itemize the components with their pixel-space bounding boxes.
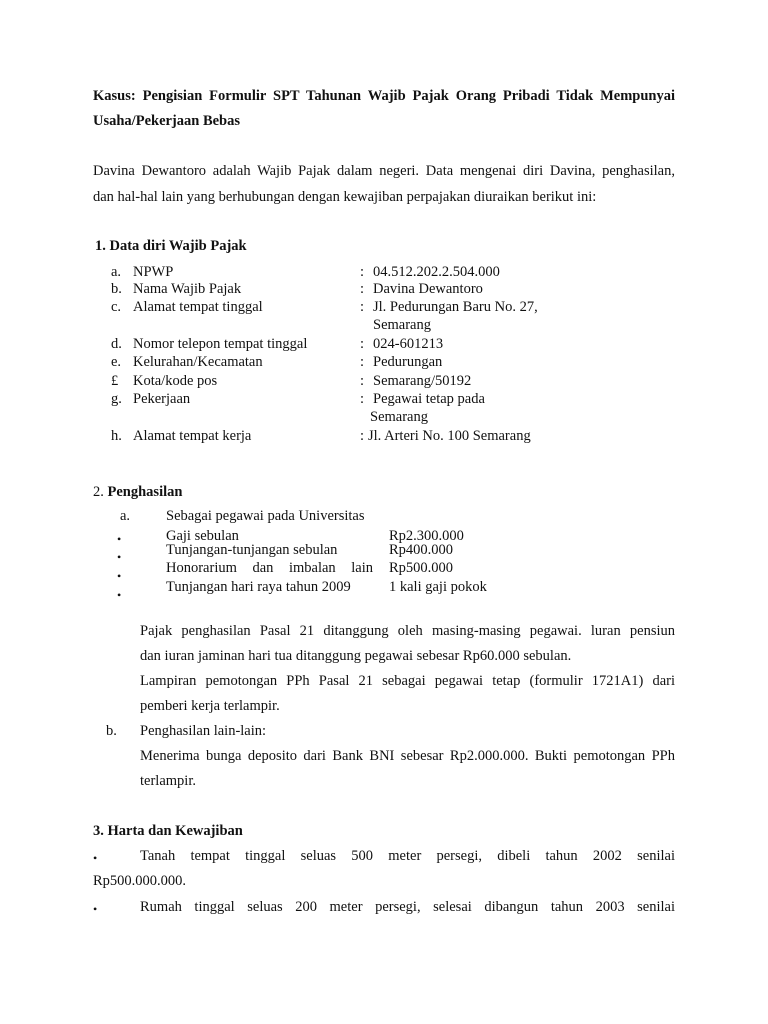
sub-b-title: Penghasilan lain-lain: xyxy=(140,723,267,739)
bullet-icon: • xyxy=(93,851,98,865)
occupation-value: Pegawai tetap pada xyxy=(373,391,485,407)
home-address-value: Jl. Pedurungan Baru No. 27, xyxy=(373,299,538,315)
work-address-label: Alamat tempat kerja xyxy=(133,428,252,444)
sub-a-title: Sebagai pegawai pada Universitas xyxy=(166,508,365,524)
item-letter: a. xyxy=(111,264,122,280)
work-address-value: Jl. Arteri No. 100 Semarang xyxy=(368,428,531,444)
item-letter: £ xyxy=(111,373,119,389)
attachment-note-line2: pemberi kerja terlampir. xyxy=(140,698,280,714)
asset-house-line1: Rumah tinggal seluas 200 meter persegi, selesai dibangun tahun 2003 senilai xyxy=(140,899,675,915)
item-letter: e. xyxy=(111,354,122,370)
name-value: Davina Dewantoro xyxy=(373,281,483,297)
section1-heading: 1. Data diri Wajib Pajak xyxy=(95,238,247,254)
occupation-label: Pekerjaan xyxy=(133,391,191,407)
bullet-icon: • xyxy=(117,532,122,546)
deposit-note-line2: terlampir. xyxy=(140,773,196,789)
item-letter: b. xyxy=(111,281,122,297)
attachment-note-line1: Lampiran pemotongan PPh Pasal 21 sebagai pegawai tetap (formulir 1721A1) dari xyxy=(140,673,675,689)
item-letter: h. xyxy=(111,428,122,444)
district-value: Pedurungan xyxy=(373,354,443,370)
npwp-value: 04.512.202.2.504.000 xyxy=(373,264,500,280)
home-address-value-line2: Semarang xyxy=(373,317,431,333)
section3-heading: 3. Harta dan Kewajiban xyxy=(93,823,243,839)
section2-number: 2. xyxy=(93,484,104,500)
item-colon: : xyxy=(360,428,365,444)
item-colon: : xyxy=(360,299,365,315)
district-label: Kelurahan/Kecamatan xyxy=(133,354,263,370)
income-value: 1 kali gaji pokok xyxy=(389,579,487,595)
phone-label: Nomor telepon tempat tinggal xyxy=(133,336,308,352)
income-value: Rp2.300.000 xyxy=(389,528,464,544)
bullet-icon: • xyxy=(117,550,122,564)
sub-a-letter: a. xyxy=(120,508,131,524)
item-colon: : xyxy=(360,391,365,407)
section2-title: Penghasilan xyxy=(107,484,183,500)
item-letter: c. xyxy=(111,299,122,315)
item-colon: : xyxy=(360,264,365,280)
intro-line2: dan hal-hal lain yang berhubungan dengan kewajiban perpajakan diuraikan berikut ini: xyxy=(93,189,597,205)
item-letter: d. xyxy=(111,336,122,352)
deposit-note-line1: Menerima bunga deposito dari Bank BNI sebesar Rp2.000.000. Bukti pemotongan PPh xyxy=(140,748,675,764)
section2-heading xyxy=(93,484,182,501)
tax-note-line1: Pajak penghasilan Pasal 21 ditanggung oleh masing-masing pegawai. luran pensiun xyxy=(140,623,675,639)
income-value: Rp400.000 xyxy=(389,542,454,558)
case-title-line1: Kasus: Pengisian Formulir SPT Tahunan Wajib Pajak Orang Pribadi Tidak Mempunyai xyxy=(93,88,675,104)
income-value: Rp500.000 xyxy=(389,560,454,576)
income-label: Honorarium dan imbalan lain xyxy=(166,560,373,576)
item-letter: g. xyxy=(111,391,122,407)
bullet-icon: • xyxy=(117,569,122,583)
income-label: Gaji sebulan xyxy=(166,528,239,544)
city-value: Semarang/50192 xyxy=(373,373,472,389)
occupation-value-line2: Semarang xyxy=(370,409,428,425)
item-colon: : xyxy=(360,354,365,370)
case-title-line2: Usaha/Pekerjaan Bebas xyxy=(93,113,241,129)
item-colon: : xyxy=(360,281,365,297)
intro-line1: Davina Dewantoro adalah Wajib Pajak dalam negeri. Data mengenai diri Davina, penghasilan, xyxy=(93,163,675,179)
income-label: Tunjangan-tunjangan sebulan xyxy=(166,542,338,558)
home-address-label: Alamat tempat tinggal xyxy=(133,299,263,315)
asset-land-line1: Tanah tempat tinggal seluas 500 meter persegi, dibeli tahun 2002 senilai xyxy=(140,848,675,864)
asset-land-line2: Rp500.000.000. xyxy=(93,873,187,889)
income-label: Tunjangan hari raya tahun 2009 xyxy=(166,579,351,595)
phone-value: 024-601213 xyxy=(373,336,444,352)
item-colon: : xyxy=(360,336,365,352)
sub-b-letter: b. xyxy=(106,723,117,739)
name-label: Nama Wajib Pajak xyxy=(133,281,242,297)
item-colon: : xyxy=(360,373,365,389)
npwp-label: NPWP xyxy=(133,264,174,280)
city-label: Kota/kode pos xyxy=(133,373,218,389)
tax-note-line2: dan iuran jaminan hari tua ditanggung pegawai sebesar Rp60.000 sebulan. xyxy=(140,648,572,664)
bullet-icon: • xyxy=(117,588,122,602)
bullet-icon: • xyxy=(93,902,98,916)
